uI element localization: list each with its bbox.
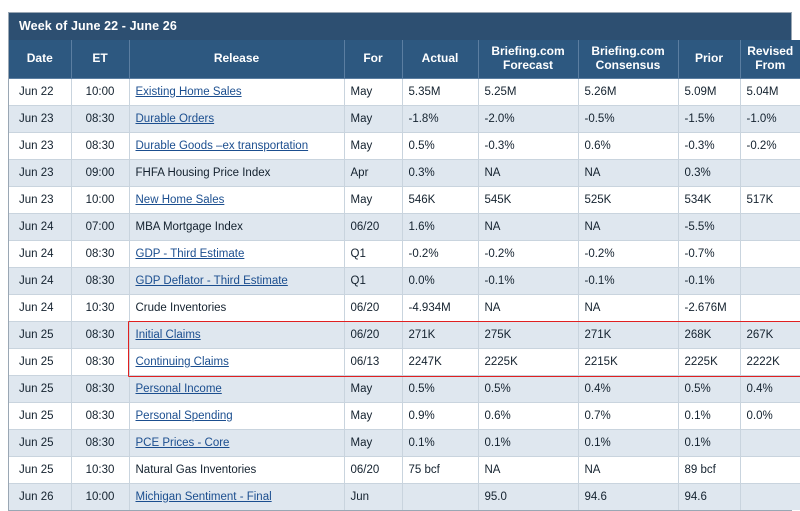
release-link[interactable]: GDP - Third Estimate — [135, 247, 245, 260]
cell-for: May — [344, 78, 402, 105]
cell-et: 08:30 — [71, 132, 129, 159]
cell-et: 08:30 — [71, 402, 129, 429]
cell-for: 06/13 — [344, 348, 402, 375]
table-row — [9, 375, 800, 402]
cell-release: FHFA Housing Price Index — [129, 159, 344, 186]
release-link[interactable]: New Home Sales — [135, 193, 225, 206]
briefing-consensus-line2: Consensus — [595, 57, 661, 72]
cell-actual: 0.1% — [402, 429, 478, 456]
cell-release[interactable] — [129, 186, 344, 213]
cell-date: Jun 25 — [9, 375, 71, 402]
cell-briefing-consensus: NA — [578, 294, 678, 321]
cell-actual: 0.0% — [402, 267, 478, 294]
cell-revised-from: 517K — [740, 186, 800, 213]
revised-from-line1: Revised — [747, 44, 794, 58]
column-header-prior[interactable]: Prior — [678, 40, 740, 78]
cell-briefing-forecast: 545K — [478, 186, 578, 213]
cell-prior: 94.6 — [678, 483, 740, 510]
cell-briefing-forecast: 0.6% — [478, 402, 578, 429]
cell-for: May — [344, 402, 402, 429]
cell-actual: -1.8% — [402, 105, 478, 132]
cell-et: 10:00 — [71, 483, 129, 510]
cell-date: Jun 23 — [9, 132, 71, 159]
cell-release: MBA Mortgage Index — [129, 213, 344, 240]
cell-briefing-consensus: 2215K — [578, 348, 678, 375]
cell-revised-from — [740, 240, 800, 267]
cell-actual: 5.35M — [402, 78, 478, 105]
cell-briefing-consensus: NA — [578, 456, 678, 483]
cell-et: 08:30 — [71, 321, 129, 348]
cell-revised-from: 267K — [740, 321, 800, 348]
column-header-for[interactable]: For — [344, 40, 402, 78]
cell-actual: 271K — [402, 321, 478, 348]
cell-briefing-forecast: 95.0 — [478, 483, 578, 510]
cell-actual: 75 bcf — [402, 456, 478, 483]
cell-release[interactable] — [129, 402, 344, 429]
cell-prior: -0.7% — [678, 240, 740, 267]
release-link[interactable]: Continuing Claims — [135, 355, 229, 368]
release-link[interactable]: Personal Income — [135, 382, 222, 395]
release-link[interactable]: GDP Deflator - Third Estimate — [135, 274, 288, 287]
cell-briefing-forecast: 275K — [478, 321, 578, 348]
cell-for: 06/20 — [344, 213, 402, 240]
cell-for: Q1 — [344, 240, 402, 267]
table-row — [9, 78, 800, 105]
table-header-row — [9, 40, 800, 78]
cell-revised-from — [740, 456, 800, 483]
cell-prior: -5.5% — [678, 213, 740, 240]
release-link[interactable]: PCE Prices - Core — [135, 436, 230, 449]
cell-for: May — [344, 429, 402, 456]
table-row — [9, 321, 800, 348]
cell-revised-from: 5.04M — [740, 78, 800, 105]
cell-briefing-consensus: 0.6% — [578, 132, 678, 159]
cell-briefing-forecast: 0.1% — [478, 429, 578, 456]
table-row — [9, 348, 800, 375]
cell-release[interactable] — [129, 429, 344, 456]
cell-et: 10:00 — [71, 186, 129, 213]
cell-prior: 0.1% — [678, 402, 740, 429]
cell-et: 10:30 — [71, 456, 129, 483]
cell-actual: 0.3% — [402, 159, 478, 186]
cell-release[interactable] — [129, 375, 344, 402]
cell-prior: -0.3% — [678, 132, 740, 159]
release-link[interactable]: Michigan Sentiment - Final — [135, 490, 272, 503]
column-header-briefing-forecast[interactable] — [478, 40, 578, 78]
cell-date: Jun 24 — [9, 267, 71, 294]
cell-prior: 89 bcf — [678, 456, 740, 483]
table-row — [9, 429, 800, 456]
cell-for: 06/20 — [344, 294, 402, 321]
cell-revised-from: 0.0% — [740, 402, 800, 429]
cell-release[interactable] — [129, 267, 344, 294]
release-link[interactable]: Initial Claims — [135, 328, 201, 341]
cell-for: May — [344, 186, 402, 213]
cell-briefing-consensus: 94.6 — [578, 483, 678, 510]
table-row — [9, 132, 800, 159]
briefing-forecast-line1: Briefing.com — [491, 44, 565, 58]
cell-et: 10:30 — [71, 294, 129, 321]
cell-date: Jun 25 — [9, 321, 71, 348]
cell-prior: -1.5% — [678, 105, 740, 132]
cell-actual: 2247K — [402, 348, 478, 375]
cell-actual: 0.9% — [402, 402, 478, 429]
cell-date: Jun 26 — [9, 483, 71, 510]
cell-prior: 0.1% — [678, 429, 740, 456]
cell-date: Jun 24 — [9, 294, 71, 321]
cell-date: Jun 22 — [9, 78, 71, 105]
cell-actual: 1.6% — [402, 213, 478, 240]
cell-et: 08:30 — [71, 267, 129, 294]
cell-date: Jun 23 — [9, 186, 71, 213]
economic-calendar-panel — [8, 12, 792, 511]
release-link[interactable]: Existing Home Sales — [135, 85, 242, 98]
cell-briefing-consensus: 5.26M — [578, 78, 678, 105]
cell-release[interactable] — [129, 78, 344, 105]
cell-briefing-consensus: 0.1% — [578, 429, 678, 456]
cell-briefing-forecast: -0.1% — [478, 267, 578, 294]
cell-for: Jun — [344, 483, 402, 510]
cell-prior: 534K — [678, 186, 740, 213]
cell-et: 08:30 — [71, 429, 129, 456]
cell-briefing-consensus: 0.4% — [578, 375, 678, 402]
cell-briefing-forecast: NA — [478, 456, 578, 483]
cell-release: Crude Inventories — [129, 294, 344, 321]
revised-from-line2: From — [755, 57, 786, 72]
cell-et: 07:00 — [71, 213, 129, 240]
cell-revised-from — [740, 483, 800, 510]
table-row — [9, 159, 800, 186]
cell-release[interactable] — [129, 240, 344, 267]
cell-briefing-forecast: 2225K — [478, 348, 578, 375]
table-row — [9, 186, 800, 213]
cell-et: 08:30 — [71, 240, 129, 267]
cell-date: Jun 25 — [9, 429, 71, 456]
cell-briefing-forecast: 5.25M — [478, 78, 578, 105]
briefing-consensus-line1: Briefing.com — [591, 44, 665, 58]
table-row — [9, 483, 800, 510]
cell-release[interactable] — [129, 321, 344, 348]
cell-for: May — [344, 132, 402, 159]
cell-release[interactable] — [129, 105, 344, 132]
cell-release: Natural Gas Inventories — [129, 456, 344, 483]
cell-et: 08:30 — [71, 375, 129, 402]
cell-for: 06/20 — [344, 456, 402, 483]
column-header-briefing-consensus[interactable] — [578, 40, 678, 78]
cell-revised-from: 0.4% — [740, 375, 800, 402]
cell-release[interactable] — [129, 348, 344, 375]
column-header-et[interactable]: ET — [71, 40, 129, 78]
cell-for: Q1 — [344, 267, 402, 294]
cell-actual: -0.2% — [402, 240, 478, 267]
table-header — [9, 40, 800, 78]
cell-revised-from — [740, 429, 800, 456]
cell-release[interactable] — [129, 483, 344, 510]
cell-for: 06/20 — [344, 321, 402, 348]
economic-calendar-table — [9, 40, 800, 510]
calendar-title: Week of June 22 - June 26 — [9, 13, 791, 40]
cell-briefing-consensus: 271K — [578, 321, 678, 348]
cell-date: Jun 25 — [9, 402, 71, 429]
cell-revised-from: 2222K — [740, 348, 800, 375]
cell-prior: 0.3% — [678, 159, 740, 186]
table-row — [9, 294, 800, 321]
cell-revised-from — [740, 267, 800, 294]
cell-actual — [402, 483, 478, 510]
cell-et: 08:30 — [71, 105, 129, 132]
cell-et: 09:00 — [71, 159, 129, 186]
table-row — [9, 402, 800, 429]
cell-date: Jun 25 — [9, 348, 71, 375]
cell-briefing-forecast: -0.3% — [478, 132, 578, 159]
cell-prior: 0.5% — [678, 375, 740, 402]
cell-actual: 546K — [402, 186, 478, 213]
cell-prior: -0.1% — [678, 267, 740, 294]
column-header-actual[interactable]: Actual — [402, 40, 478, 78]
table-row — [9, 105, 800, 132]
table-body — [9, 78, 800, 510]
release-link[interactable]: Durable Orders — [135, 112, 215, 125]
cell-actual: 0.5% — [402, 375, 478, 402]
cell-briefing-forecast: 0.5% — [478, 375, 578, 402]
column-header-revised-from[interactable] — [740, 40, 800, 78]
cell-date: Jun 24 — [9, 213, 71, 240]
release-link[interactable]: Personal Spending — [135, 409, 233, 422]
cell-briefing-consensus: -0.5% — [578, 105, 678, 132]
cell-date: Jun 23 — [9, 159, 71, 186]
cell-briefing-forecast: NA — [478, 294, 578, 321]
column-header-date[interactable]: Date — [9, 40, 71, 78]
cell-date: Jun 23 — [9, 105, 71, 132]
table-row — [9, 213, 800, 240]
cell-prior: -2.676M — [678, 294, 740, 321]
table-row — [9, 456, 800, 483]
cell-date: Jun 25 — [9, 456, 71, 483]
cell-for: Apr — [344, 159, 402, 186]
cell-briefing-consensus: -0.1% — [578, 267, 678, 294]
cell-briefing-consensus: NA — [578, 159, 678, 186]
table-row — [9, 267, 800, 294]
cell-date: Jun 24 — [9, 240, 71, 267]
cell-briefing-forecast: -2.0% — [478, 105, 578, 132]
cell-actual: -4.934M — [402, 294, 478, 321]
cell-revised-from — [740, 294, 800, 321]
cell-for: May — [344, 375, 402, 402]
column-header-release[interactable]: Release — [129, 40, 344, 78]
cell-et: 10:00 — [71, 78, 129, 105]
table-row — [9, 240, 800, 267]
cell-revised-from — [740, 159, 800, 186]
cell-prior: 268K — [678, 321, 740, 348]
cell-briefing-consensus: NA — [578, 213, 678, 240]
cell-prior: 5.09M — [678, 78, 740, 105]
cell-actual: 0.5% — [402, 132, 478, 159]
cell-briefing-consensus: 525K — [578, 186, 678, 213]
cell-prior: 2225K — [678, 348, 740, 375]
cell-briefing-forecast: NA — [478, 159, 578, 186]
cell-briefing-consensus: 0.7% — [578, 402, 678, 429]
cell-et: 08:30 — [71, 348, 129, 375]
cell-revised-from — [740, 213, 800, 240]
cell-briefing-consensus: -0.2% — [578, 240, 678, 267]
cell-release[interactable] — [129, 132, 344, 159]
cell-briefing-forecast: NA — [478, 213, 578, 240]
cell-revised-from: -1.0% — [740, 105, 800, 132]
cell-for: May — [344, 105, 402, 132]
release-link[interactable]: Durable Goods –ex transportation — [135, 139, 309, 152]
cell-revised-from: -0.2% — [740, 132, 800, 159]
briefing-forecast-line2: Forecast — [502, 57, 554, 72]
cell-briefing-forecast: -0.2% — [478, 240, 578, 267]
